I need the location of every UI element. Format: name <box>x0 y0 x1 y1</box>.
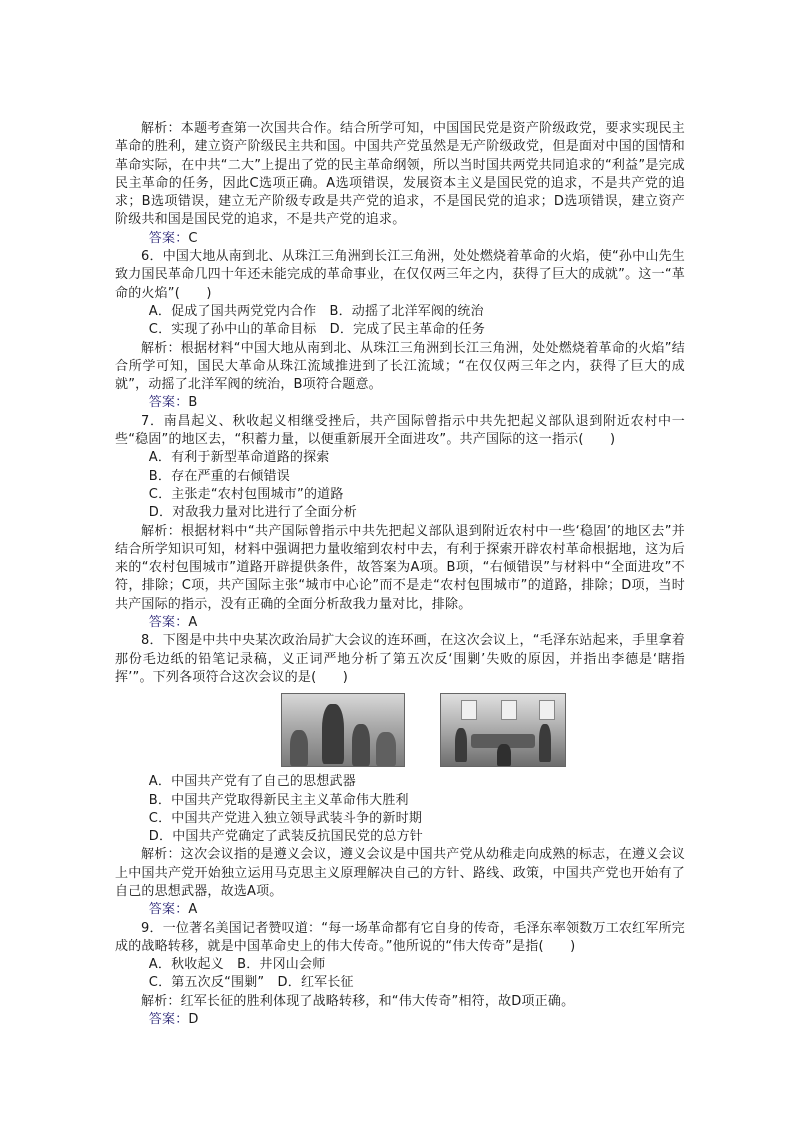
q7-option-a: A．有利于新型革命道路的探索 <box>148 450 330 466</box>
answer-label: 答案： <box>148 230 189 246</box>
q8-stem: 8．下图是中共中央某次政治局扩大会议的连环画，在这次会议上，“毛泽东站起来，手里拿着那份毛边纸的铅笔记录稿，义正词严地分析了第五次反‘围剿’失败的原因，并指出李德是‘瞎指挥’”。下列各项符合这次会议的是( ) <box>115 633 685 685</box>
answer-label: 答案： <box>148 902 189 918</box>
answer-value: B <box>188 395 198 411</box>
q8-analysis: 解析：这次会议指的是遵义会议，遵义会议是中国共产党从幼稚走向成熟的标志，在遵义会议上中国共产党开始独立运用马克思主义原理解决自己的方针、路线、政策，中国共产党也开始有了自己的思想武器，故选A项。 <box>115 847 685 899</box>
window-shape <box>461 700 477 720</box>
window-shape <box>501 700 517 720</box>
q8-option-a: A．中国共产党有了自己的思想武器 <box>148 774 356 790</box>
meeting-painting-image <box>440 693 566 767</box>
q6-answer <box>115 394 685 412</box>
answer-value: D <box>188 1012 199 1028</box>
answer-label: 答案： <box>148 615 189 631</box>
q6-options-row-1: A．促成了国共两党党内合作 B．动摇了北洋军阀的统治 <box>148 303 484 319</box>
q8-answer <box>115 901 685 919</box>
figure-shape <box>455 728 467 762</box>
q9-options-row-2: C．第五次反“围剿” D．红军长征 <box>148 975 354 991</box>
figure-shape <box>539 724 551 762</box>
q7-option-d: D．对敌我力量对比进行了全面分析 <box>148 505 358 521</box>
q9-options-row-1: A．秋收起义 B．井冈山会师 <box>148 957 326 973</box>
q7-answer <box>115 614 685 632</box>
window-shape <box>539 700 555 720</box>
q9-stem: 9．一位著名美国记者赞叹道：“每一场革命都有它自身的传奇，毛泽东率领数万工农红军所完成的战略转移，就是中国革命史上的伟大传奇。”他所说的“伟大传奇”是指( ) <box>115 920 685 954</box>
figure-shape <box>376 732 396 766</box>
figure-shape <box>497 744 511 766</box>
document-page <box>115 120 685 1029</box>
comic-illustration-image <box>281 693 405 767</box>
q8-option-d: D．中国共产党确定了武装反抗国民党的总方针 <box>148 829 424 845</box>
answer-value: C <box>188 230 198 246</box>
answer-value: A <box>188 615 198 631</box>
q5-answer <box>115 230 685 248</box>
q6-stem: 6．中国大地从南到北、从珠江三角洲到长江三角洲，处处燃烧着革命的火焰，使“孙中山先生致力国民革命几四十年还未能完成的革命事业，在仅仅两三年之内，获得了巨大的成就”。这一“革命的火焰”( ) <box>115 249 685 301</box>
answer-label: 答案： <box>148 395 189 411</box>
q7-option-b: B．存在严重的右倾错误 <box>148 468 290 484</box>
q7-stem: 7．南昌起义、秋收起义相继受挫后，共产国际曾指示中共先把起义部队退到附近农村中一些“稳固”的地区去，“积蓄力量，以便重新展开全面进攻”。共产国际的这一指示( ) <box>115 413 685 448</box>
q5-analysis: 解析：本题考查第一次国共合作。结合所学可知，中国国民党是资产阶级政党，要求实现民主革命的胜利，建立资产阶级民主共和国。中国共产党虽然是无产阶级政党，但是面对中国的国情和革命实际，在中共“二大”上提出了党的民主革命纲领，所以当时国共两党共同追求的“利益”是完成民主革命的任务，因此C选项正确。A选项错误，发展资本主义是国民党的追求，不是共产党的追求；B选项错误，建立无产阶级专政是共产党的追求，不是国民党的追求；D选项错误，建立资产阶级共和国是国民党的追求，不是共产党的追求。 <box>115 121 685 228</box>
q8-option-c: C．中国共产党进入独立领导武装斗争的新时期 <box>148 810 423 826</box>
q8-option-b: B．中国共产党取得新民主主义革命伟大胜利 <box>148 792 409 808</box>
q6-options-row-2: C．实现了孙中山的革命目标 D．完成了民主革命的任务 <box>148 322 486 338</box>
q7-analysis: 解析：根据材料中“共产国际曾指示中共先把起义部队退到附近农村中一些‘稳固’的地区去”并结合所学知识可知，材料中强调把力量收缩到农村中去，有利于探索开辟农村革命根据地，这为后来的“农村包围城市”道路开辟提供条件，故答案为A项。B项，“右倾错误”与材料中“全面进攻”不符，排除；C项，共产国际主张“城市中心论”而不是走“农村包围城市”的道路，排除；D项，当时共产国际的指示，没有正确的全面分析敌我力量对比，排除。 <box>115 523 685 612</box>
q6-analysis: 解析：根据材料“中国大地从南到北、从珠江三角洲到长江三角洲，处处燃烧着革命的火焰”结合所学可知，国民大革命从珠江流域推进到了长江流域；“在仅仅两三年之内，获得了巨大的成就”，动摇了北洋军阀的统治，B项符合题意。 <box>115 340 685 393</box>
q8-illustrations <box>281 693 685 767</box>
q9-answer <box>115 1011 685 1029</box>
figure-shape <box>352 724 370 766</box>
q9-analysis: 解析：红军长征的胜利体现了战略转移，和“伟大传奇”相符，故D项正确。 <box>141 993 575 1009</box>
answer-value: A <box>188 902 198 918</box>
figure-shape <box>290 730 308 766</box>
answer-label: 答案： <box>148 1012 189 1028</box>
figure-shape <box>322 704 344 764</box>
q7-option-c: C．主张走“农村包围城市”的道路 <box>148 486 344 502</box>
